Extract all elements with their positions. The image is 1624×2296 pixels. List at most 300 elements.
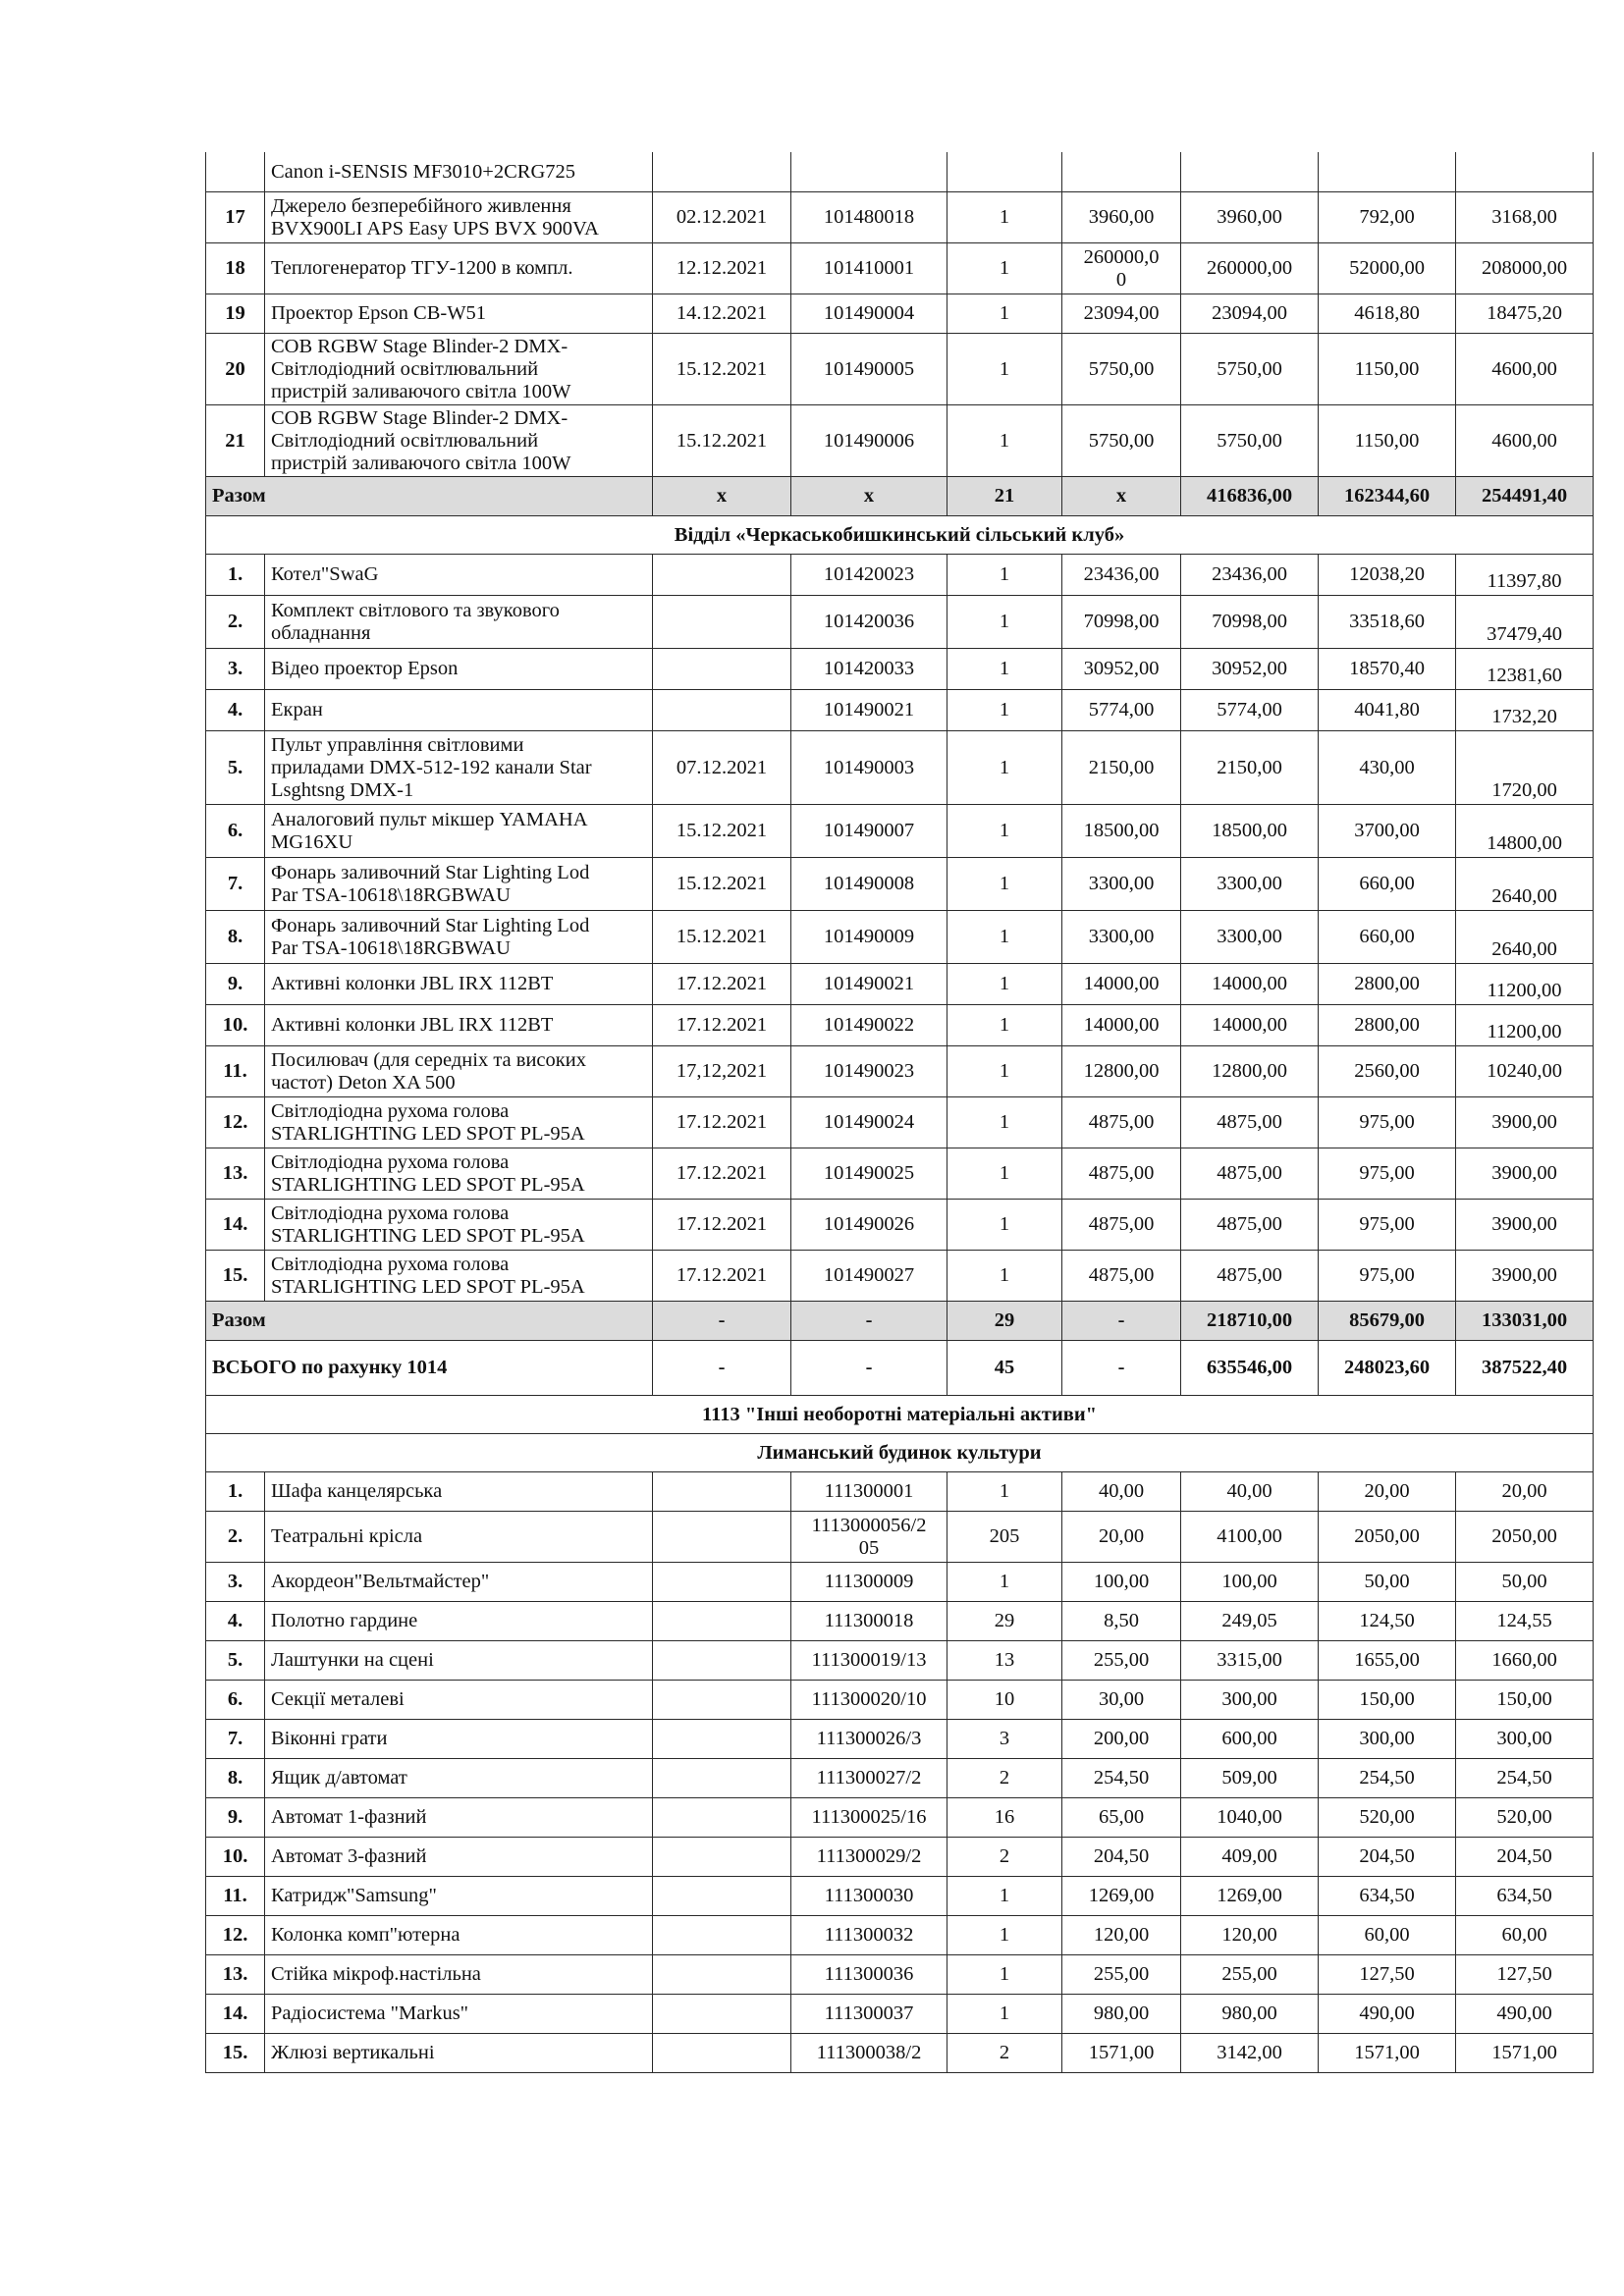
row-number: 2. <box>206 596 265 649</box>
residual-value: 254,50 <box>1456 1759 1594 1798</box>
quantity: 1 <box>947 1995 1062 2034</box>
table-row <box>206 1681 1594 1720</box>
unit-price: 2150,00 <box>1062 731 1181 805</box>
acquisition-date: 02.12.2021 <box>653 192 791 243</box>
depreciation: 3700,00 <box>1319 805 1456 858</box>
quantity: 1 <box>947 858 1062 911</box>
depreciation: 2050,00 <box>1319 1512 1456 1563</box>
residual-value: 11397,80 <box>1456 555 1594 596</box>
inventory-number: 101480018 <box>791 192 947 243</box>
item-name: Автомат 1-фазний <box>265 1798 653 1838</box>
row-number: 1. <box>206 1472 265 1512</box>
table-row <box>206 911 1594 964</box>
table-row <box>206 1097 1594 1148</box>
table-row <box>206 1046 1594 1097</box>
table-row <box>206 596 1594 649</box>
quantity: 13 <box>947 1641 1062 1681</box>
quantity: 1 <box>947 1877 1062 1916</box>
item-name: Світлодіодна рухома голова STARLIGHTING LED SPOT PL-95A <box>265 1200 653 1251</box>
inventory-number: 101490025 <box>791 1148 947 1200</box>
table-row <box>206 294 1594 334</box>
depreciation: 20,00 <box>1319 1472 1456 1512</box>
total-value: 3142,00 <box>1181 2034 1319 2073</box>
unit-price: 1571,00 <box>1062 2034 1181 2073</box>
quantity: 1 <box>947 334 1062 405</box>
total-value: 4875,00 <box>1181 1097 1319 1148</box>
inventory-number: 111300038/2 <box>791 2034 947 2073</box>
total-price: - <box>1062 1341 1181 1396</box>
quantity: 29 <box>947 1602 1062 1641</box>
table-row <box>206 405 1594 477</box>
total-value: 218710,00 <box>1181 1302 1319 1341</box>
inventory-number: 101490007 <box>791 805 947 858</box>
item-name: Пульт управління світловими приладами DMX-512-192 канали Star Lsghtsng DMX-1 <box>265 731 653 805</box>
row-number: 15. <box>206 1251 265 1302</box>
residual-value: 50,00 <box>1456 1563 1594 1602</box>
depreciation: 1571,00 <box>1319 2034 1456 2073</box>
inventory-number: 111300029/2 <box>791 1838 947 1877</box>
quantity: 2 <box>947 2034 1062 2073</box>
acquisition-date <box>653 1798 791 1838</box>
residual-value: 124,55 <box>1456 1602 1594 1641</box>
acquisition-date <box>653 1838 791 1877</box>
total-value: 300,00 <box>1181 1681 1319 1720</box>
unit-price: 70998,00 <box>1062 596 1181 649</box>
unit-price: 4875,00 <box>1062 1097 1181 1148</box>
acquisition-date: 17.12.2021 <box>653 964 791 1005</box>
row-number: 2. <box>206 1512 265 1563</box>
table-row <box>206 1877 1594 1916</box>
residual-value: 60,00 <box>1456 1916 1594 1955</box>
inventory-number: 101490003 <box>791 731 947 805</box>
total-price: - <box>1062 1302 1181 1341</box>
inventory-number: 111300037 <box>791 1995 947 2034</box>
item-name: Теплогенератор ТГУ-1200 в компл. <box>265 243 653 294</box>
acquisition-date <box>653 1602 791 1641</box>
item-name: Світлодіодна рухома голова STARLIGHTING LED SPOT PL-95A <box>265 1097 653 1148</box>
depreciation: 634,50 <box>1319 1877 1456 1916</box>
acquisition-date <box>653 1720 791 1759</box>
depreciation: 975,00 <box>1319 1097 1456 1148</box>
item-name: Активні колонки JBL IRX 112BT <box>265 1005 653 1046</box>
inventory-number: 101490026 <box>791 1200 947 1251</box>
total-value: 600,00 <box>1181 1720 1319 1759</box>
total-value: 23094,00 <box>1181 294 1319 334</box>
item-name: Катридж"Samsung" <box>265 1877 653 1916</box>
row-number: 7. <box>206 858 265 911</box>
total-value: 1269,00 <box>1181 1877 1319 1916</box>
residual-value: 18475,20 <box>1456 294 1594 334</box>
inventory-number: 101490005 <box>791 334 947 405</box>
grand-total-row <box>206 1341 1594 1396</box>
total-date: - <box>653 1341 791 1396</box>
unit-price: 5774,00 <box>1062 690 1181 731</box>
unit-price: 23094,00 <box>1062 294 1181 334</box>
residual-value: 2640,00 <box>1456 858 1594 911</box>
total-value: 509,00 <box>1181 1759 1319 1798</box>
depreciation: 430,00 <box>1319 731 1456 805</box>
unit-price: 8,50 <box>1062 1602 1181 1641</box>
total-value: 23436,00 <box>1181 555 1319 596</box>
total-label: ВСЬОГО по рахунку 1014 <box>206 1341 653 1396</box>
table-row <box>206 649 1594 690</box>
unit-price: 4875,00 <box>1062 1148 1181 1200</box>
acquisition-date <box>653 1955 791 1995</box>
row-number: 6. <box>206 1681 265 1720</box>
residual-value: 490,00 <box>1456 1995 1594 2034</box>
table-row <box>206 805 1594 858</box>
total-value: 14000,00 <box>1181 964 1319 1005</box>
acquisition-date <box>653 1563 791 1602</box>
depreciation: 204,50 <box>1319 1838 1456 1877</box>
table-row <box>206 1955 1594 1995</box>
row-number: 5. <box>206 731 265 805</box>
total-value: 120,00 <box>1181 1916 1319 1955</box>
item-name: COB RGBW Stage Blinder-2 DMX- Світлодіодний освітлювальний пристрій заливаючого світла 100W <box>265 334 653 405</box>
residual-value: 300,00 <box>1456 1720 1594 1759</box>
total-value: 12800,00 <box>1181 1046 1319 1097</box>
unit-price: 3960,00 <box>1062 192 1181 243</box>
depreciation: 490,00 <box>1319 1995 1456 2034</box>
table-row <box>206 1995 1594 2034</box>
table-row <box>206 1472 1594 1512</box>
row-number: 13. <box>206 1148 265 1200</box>
depreciation: 2800,00 <box>1319 1005 1456 1046</box>
row-number: 13. <box>206 1955 265 1995</box>
inventory-sheet <box>205 152 1593 2073</box>
table-row <box>206 1916 1594 1955</box>
unit-price: 30952,00 <box>1062 649 1181 690</box>
inventory-number: 101490009 <box>791 911 947 964</box>
depreciation: 33518,60 <box>1319 596 1456 649</box>
residual-value: 634,50 <box>1456 1877 1594 1916</box>
acquisition-date <box>653 2034 791 2073</box>
residual-value: 4600,00 <box>1456 334 1594 405</box>
row-number: 17 <box>206 192 265 243</box>
table-row <box>206 858 1594 911</box>
row-number: 7. <box>206 1720 265 1759</box>
row-number: 12. <box>206 1916 265 1955</box>
residual-value: 11200,00 <box>1456 1005 1594 1046</box>
inventory-number: 111300030 <box>791 1877 947 1916</box>
depreciation: 50,00 <box>1319 1563 1456 1602</box>
depreciation: 2800,00 <box>1319 964 1456 1005</box>
total-value: 3960,00 <box>1181 192 1319 243</box>
depreciation: 4041,80 <box>1319 690 1456 731</box>
item-name: Активні колонки JBL IRX 112BT <box>265 964 653 1005</box>
table-row <box>206 555 1594 596</box>
row-number: 14. <box>206 1995 265 2034</box>
total-depreciation: 85679,00 <box>1319 1302 1456 1341</box>
acquisition-date: 17.12.2021 <box>653 1251 791 1302</box>
item-name: Ящик д/автомат <box>265 1759 653 1798</box>
inventory-number: 111300020/10 <box>791 1681 947 1720</box>
row-number: 3. <box>206 1563 265 1602</box>
residual-value: 1732,20 <box>1456 690 1594 731</box>
total-value: 3300,00 <box>1181 858 1319 911</box>
total-value: 4875,00 <box>1181 1251 1319 1302</box>
acquisition-date <box>653 690 791 731</box>
item-name: Лаштунки на сцені <box>265 1641 653 1681</box>
quantity: 1 <box>947 1955 1062 1995</box>
continued-row <box>206 152 1594 192</box>
item-name: Екран <box>265 690 653 731</box>
row-number: 4. <box>206 1602 265 1641</box>
acquisition-date <box>653 1472 791 1512</box>
total-value: 3315,00 <box>1181 1641 1319 1681</box>
unit-price: 100,00 <box>1062 1563 1181 1602</box>
row-number: 8. <box>206 1759 265 1798</box>
acquisition-date: 15.12.2021 <box>653 858 791 911</box>
item-name: Автомат 3-фазний <box>265 1838 653 1877</box>
account-header <box>206 1396 1594 1434</box>
quantity: 1 <box>947 555 1062 596</box>
inventory-number: 101490006 <box>791 405 947 477</box>
acquisition-date <box>653 1995 791 2034</box>
inventory-number: 101490024 <box>791 1097 947 1148</box>
depreciation: 1150,00 <box>1319 334 1456 405</box>
residual-value: 1720,00 <box>1456 731 1594 805</box>
total-value: 255,00 <box>1181 1955 1319 1995</box>
unit-price: 120,00 <box>1062 1916 1181 1955</box>
residual-value: 11200,00 <box>1456 964 1594 1005</box>
row-number: 9. <box>206 1798 265 1838</box>
quantity: 1 <box>947 1148 1062 1200</box>
acquisition-date: 17.12.2021 <box>653 1005 791 1046</box>
quantity: 1 <box>947 911 1062 964</box>
total-value: 3300,00 <box>1181 911 1319 964</box>
quantity: 1 <box>947 1005 1062 1046</box>
total-value: 5774,00 <box>1181 690 1319 731</box>
depreciation: 52000,00 <box>1319 243 1456 294</box>
unit-price: 204,50 <box>1062 1838 1181 1877</box>
quantity: 1 <box>947 731 1062 805</box>
depreciation: 2560,00 <box>1319 1046 1456 1097</box>
row-number: 11. <box>206 1877 265 1916</box>
table-body <box>206 152 1594 2073</box>
quantity: 1 <box>947 1046 1062 1097</box>
total-label: Разом <box>206 1302 653 1341</box>
depreciation: 975,00 <box>1319 1251 1456 1302</box>
unit-price: 20,00 <box>1062 1512 1181 1563</box>
table-row <box>206 192 1594 243</box>
depreciation: 127,50 <box>1319 1955 1456 1995</box>
quantity: 10 <box>947 1681 1062 1720</box>
inventory-number: 101420033 <box>791 649 947 690</box>
total-inventory: - <box>791 1302 947 1341</box>
table-row <box>206 1641 1594 1681</box>
total-residual: 133031,00 <box>1456 1302 1594 1341</box>
residual-value: 20,00 <box>1456 1472 1594 1512</box>
inventory-number: 1113000056/2 05 <box>791 1512 947 1563</box>
row-number: 8. <box>206 911 265 964</box>
total-value: 18500,00 <box>1181 805 1319 858</box>
section-title: 1113 "Інші необоротні матеріальні активи" <box>206 1396 1594 1434</box>
row-number: 15. <box>206 2034 265 2073</box>
total-value: 635546,00 <box>1181 1341 1319 1396</box>
unit-price: 14000,00 <box>1062 964 1181 1005</box>
inventory-number: 111300032 <box>791 1916 947 1955</box>
depreciation: 1655,00 <box>1319 1641 1456 1681</box>
total-value: 260000,00 <box>1181 243 1319 294</box>
acquisition-date <box>653 596 791 649</box>
inventory-number: 101490023 <box>791 1046 947 1097</box>
table-row <box>206 2034 1594 2073</box>
item-name: Джерело безперебійного живлення BVX900LI APS Easy UPS BVX 900VA <box>265 192 653 243</box>
quantity: 1 <box>947 1916 1062 1955</box>
depreciation: 300,00 <box>1319 1720 1456 1759</box>
item-name: Колонка комп"ютерна <box>265 1916 653 1955</box>
depreciation: 660,00 <box>1319 858 1456 911</box>
inventory-number: 111300026/3 <box>791 1720 947 1759</box>
subtotal-row <box>206 1302 1594 1341</box>
quantity: 1 <box>947 1200 1062 1251</box>
acquisition-date: 15.12.2021 <box>653 334 791 405</box>
acquisition-date <box>653 1512 791 1563</box>
item-name: Відео проектор Epson <box>265 649 653 690</box>
total-value: 14000,00 <box>1181 1005 1319 1046</box>
residual-value: 3900,00 <box>1456 1200 1594 1251</box>
residual-value: 208000,00 <box>1456 243 1594 294</box>
quantity: 1 <box>947 596 1062 649</box>
total-inventory: - <box>791 1341 947 1396</box>
residual-value: 3900,00 <box>1456 1251 1594 1302</box>
table-row <box>206 1720 1594 1759</box>
total-value: 5750,00 <box>1181 405 1319 477</box>
item-name: Світлодіодна рухома голова STARLIGHTING LED SPOT PL-95A <box>265 1251 653 1302</box>
quantity: 1 <box>947 1563 1062 1602</box>
inventory-number: 101490008 <box>791 858 947 911</box>
unit-price: 1269,00 <box>1062 1877 1181 1916</box>
row-number: 1. <box>206 555 265 596</box>
total-label: Разом <box>206 477 653 516</box>
row-number: 6. <box>206 805 265 858</box>
row-number: 18 <box>206 243 265 294</box>
total-value: 1040,00 <box>1181 1798 1319 1838</box>
unit-price: 3300,00 <box>1062 911 1181 964</box>
unit-price: 4875,00 <box>1062 1200 1181 1251</box>
total-value: 4875,00 <box>1181 1200 1319 1251</box>
acquisition-date: 17.12.2021 <box>653 1148 791 1200</box>
acquisition-date: 12.12.2021 <box>653 243 791 294</box>
depreciation: 254,50 <box>1319 1759 1456 1798</box>
inventory-number: 101420023 <box>791 555 947 596</box>
section-title: Відділ «Черкаськобишкинський сільський клуб» <box>206 516 1594 555</box>
residual-value: 3900,00 <box>1456 1097 1594 1148</box>
section-header <box>206 516 1594 555</box>
residual-value: 4600,00 <box>1456 405 1594 477</box>
row-number: 20 <box>206 334 265 405</box>
unit-price: 200,00 <box>1062 1720 1181 1759</box>
section-title: Лиманський будинок культури <box>206 1434 1594 1472</box>
item-name: Фонарь заливочний Star Lighting Lod Par TSA-10618\18RGBWAU <box>265 858 653 911</box>
table-row <box>206 1148 1594 1200</box>
inventory-table <box>205 152 1594 2073</box>
depreciation: 660,00 <box>1319 911 1456 964</box>
quantity: 1 <box>947 1251 1062 1302</box>
inventory-number: 111300019/13 <box>791 1641 947 1681</box>
row-number: 5. <box>206 1641 265 1681</box>
total-quantity: 21 <box>947 477 1062 516</box>
acquisition-date <box>653 1916 791 1955</box>
table-row <box>206 1200 1594 1251</box>
unit-price: 3300,00 <box>1062 858 1181 911</box>
unit-price: 23436,00 <box>1062 555 1181 596</box>
table-row <box>206 1798 1594 1838</box>
depreciation: 150,00 <box>1319 1681 1456 1720</box>
inventory-number: 111300025/16 <box>791 1798 947 1838</box>
acquisition-date <box>653 1641 791 1681</box>
total-value: 40,00 <box>1181 1472 1319 1512</box>
quantity: 16 <box>947 1798 1062 1838</box>
depreciation: 1150,00 <box>1319 405 1456 477</box>
row-number: 10. <box>206 1005 265 1046</box>
depreciation: 975,00 <box>1319 1148 1456 1200</box>
residual-value: 204,50 <box>1456 1838 1594 1877</box>
item-name: Стійка мікроф.настільна <box>265 1955 653 1995</box>
total-value: 416836,00 <box>1181 477 1319 516</box>
item-name: Радіосистема "Markus" <box>265 1995 653 2034</box>
unit-price: 254,50 <box>1062 1759 1181 1798</box>
row-number: 3. <box>206 649 265 690</box>
total-quantity: 29 <box>947 1302 1062 1341</box>
total-residual: 387522,40 <box>1456 1341 1594 1396</box>
table-row <box>206 1251 1594 1302</box>
total-value: 409,00 <box>1181 1838 1319 1877</box>
quantity: 1 <box>947 805 1062 858</box>
item-name: Шафа канцелярська <box>265 1472 653 1512</box>
unit-price: 18500,00 <box>1062 805 1181 858</box>
quantity: 1 <box>947 192 1062 243</box>
item-name: Світлодіодна рухома голова STARLIGHTING LED SPOT PL-95A <box>265 1148 653 1200</box>
depreciation: 60,00 <box>1319 1916 1456 1955</box>
table-row <box>206 1602 1594 1641</box>
depreciation: 4618,80 <box>1319 294 1456 334</box>
acquisition-date: 15.12.2021 <box>653 405 791 477</box>
item-name: COB RGBW Stage Blinder-2 DMX- Світлодіодний освітлювальний пристрій заливаючого світла 100W <box>265 405 653 477</box>
quantity: 2 <box>947 1838 1062 1877</box>
unit-price: 5750,00 <box>1062 405 1181 477</box>
item-name: Проектор Epson CB-W51 <box>265 294 653 334</box>
depreciation: 975,00 <box>1319 1200 1456 1251</box>
row-number: 19 <box>206 294 265 334</box>
unit-price: 40,00 <box>1062 1472 1181 1512</box>
acquisition-date: 07.12.2021 <box>653 731 791 805</box>
acquisition-date: 17.12.2021 <box>653 1097 791 1148</box>
unit-price: 65,00 <box>1062 1798 1181 1838</box>
item-name: Секції металеві <box>265 1681 653 1720</box>
total-value: 2150,00 <box>1181 731 1319 805</box>
unit-price: 5750,00 <box>1062 334 1181 405</box>
row-number: 14. <box>206 1200 265 1251</box>
unit-price: 4875,00 <box>1062 1251 1181 1302</box>
table-row <box>206 1005 1594 1046</box>
total-inventory: х <box>791 477 947 516</box>
table-row <box>206 1759 1594 1798</box>
row-number: 12. <box>206 1097 265 1148</box>
item-name: Комплект світлового та звукового обладнання <box>265 596 653 649</box>
quantity: 1 <box>947 405 1062 477</box>
table-row <box>206 243 1594 294</box>
acquisition-date: 17.12.2021 <box>653 1200 791 1251</box>
quantity: 205 <box>947 1512 1062 1563</box>
quantity: 1 <box>947 690 1062 731</box>
inventory-number: 101490022 <box>791 1005 947 1046</box>
item-name: Жлюзі вертикальні <box>265 2034 653 2073</box>
residual-value: 3900,00 <box>1456 1148 1594 1200</box>
residual-value: 127,50 <box>1456 1955 1594 1995</box>
residual-value: 2050,00 <box>1456 1512 1594 1563</box>
